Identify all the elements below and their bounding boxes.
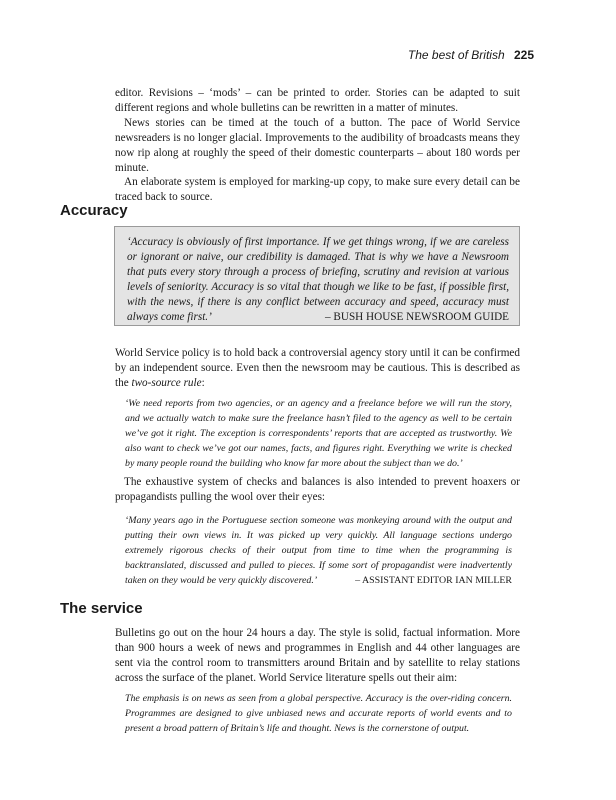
two-source-term: two-source rule [131, 376, 202, 389]
paragraph-bulletins: Bulletins go out on the hour 24 hours a day. The style is solid, factual information. More than 900 hours a week of news and programmes in English and 44 other languages are sent via the control room to transmitters around Britain and by satellite to relay stations across the surface of the planet. World Service literature spells out their aim: [115, 627, 520, 684]
boxed-quote [114, 226, 520, 326]
running-head-title: The best of British [407, 48, 505, 62]
accuracy-paragraph-1-block [115, 346, 520, 391]
accuracy-paragraph-2-block [115, 475, 520, 505]
boxed-quote-attribution: – BUSH HOUSE NEWSROOM GUIDE [325, 310, 509, 323]
quote-portuguese-body: ‘Many years ago in the Portuguese section someone was monkeying around with the output and putting their own views in. It was picked up very quickly. All language sections undergo extremely rigorous checks of their output from time to time when the programming is backtranslated, discussed and pulled to pieces. If some sort of propagandist were inadvertently taken on they would be very quickly discovered.’ [125, 515, 512, 586]
boxed-quote-body: ‘Accuracy is obviously of first importance. If we get things wrong, if we are careless or ignorant or naive, our credibility is damaged. That is why we have a Newsroom that puts every story through a process of briefing, scrutiny and revision at various levels of seniority. Accuracy is so vital that though we like to be fast, if possible first, with the news, if there is any conflict between accuracy and speed, accuracy must always come first.’ [127, 236, 509, 323]
two-source-colon: : [201, 376, 205, 389]
paragraph-marking-up: An elaborate system is employed for marking-up copy, to make sure every detail can be traced back to source. [115, 176, 520, 204]
quote-portuguese-attribution: – ASSISTANT EDITOR IAN MILLER [355, 574, 512, 586]
two-source-text: World Service policy is to hold back a controversial agency story until it can be confirmed by an independent source. Even then the newsroom may be cautious. This is described as the [115, 347, 520, 389]
paragraph-continuation: editor. Revisions – ‘mods’ – can be printed to order. Stories can be adapted to suit different regions and whole bulletins can be rewritten in a matter of minutes. [115, 87, 520, 114]
page-number: 225 [513, 48, 534, 62]
running-head [408, 48, 534, 62]
service-paragraph-block [115, 626, 520, 686]
paragraph-two-source [115, 346, 520, 391]
quote-portuguese-section [125, 514, 512, 589]
heading-the-service: The service [60, 600, 143, 617]
heading-accuracy: Accuracy [60, 202, 128, 219]
paragraph-news-timing: News stories can be timed at the touch of a button. The pace of World Service newsreaders is no longer glacial. Improvements to the audibility of broadcasts means they now rip along at roughly the speed of their domestic counterparts – about 180 words per minute. [115, 116, 520, 174]
top-text-block [115, 86, 520, 205]
quote-two-agencies: ‘We need reports from two agencies, or an agency and a freelance before we will run the story, and we actually watch to make sure the freelance hasn’t filed to the agency as well to be certain we’ve got it right. The exception is correspondents’ reports that are accepted as trustworthy. We also want to check we’ve got our names, facts, and figures right. Everything we write is checked by many people round the building who know far more about the subject than we do.’ [125, 398, 512, 469]
quote-world-service-aim: The emphasis is on news as seen from a global perspective. Accuracy is the over-riding concern. Programmes are designed to give unbiased news and accurate reports of world events and to present a broad pattern of Britain’s life and thought. News is the cornerstone of output. [125, 693, 512, 734]
boxed-quote-text [127, 235, 509, 324]
paragraph-checks-balances: The exhaustive system of checks and balances is also intended to prevent hoaxers or propagandists pulling the wool over their eyes: [115, 476, 520, 503]
